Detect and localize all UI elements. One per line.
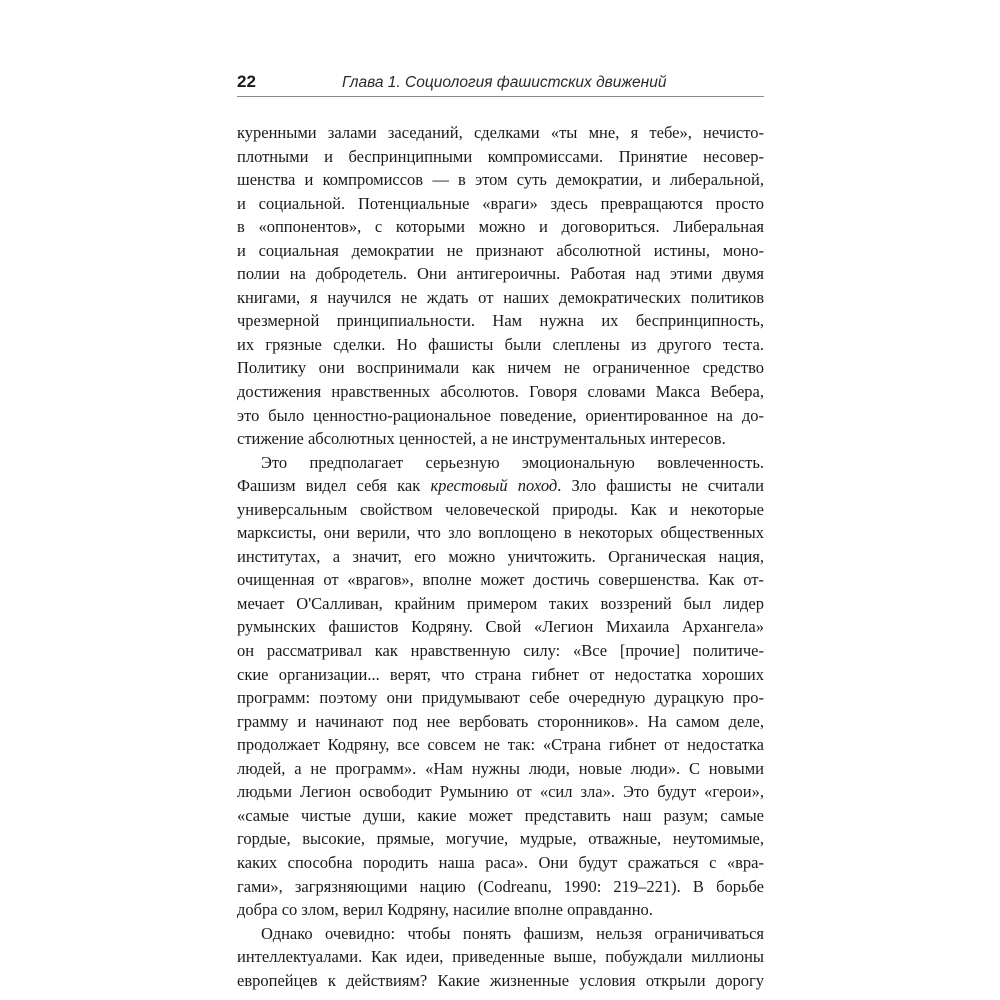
text-line: марксисты, они верили, что зло воплощено в некоторых общественных <box>237 523 764 543</box>
text-line: каких способна породить наша раса». Они будут сражаться с «вра- <box>237 852 764 872</box>
text-line: шенства и компромиссов — в этом суть демократии, и либеральной, <box>237 170 764 190</box>
text-line: и социальной. Потенциальные «враги» здесь превращаются просто <box>237 193 764 213</box>
text-line: людей, а не программ». «Нам нужны люди, новые люди». С новыми <box>237 758 764 778</box>
text-line: интеллектуалами. Как идеи, приведенные выше, побуждали миллионы <box>237 947 764 967</box>
text-line: грамму и начинают под нее вербовать сторонников». На самом деле, <box>237 711 764 731</box>
text-line: и социальная демократии не признают абсолютной истины, моно- <box>237 240 764 260</box>
text-line: «самые чистые души, какие может представить наш разум; самые <box>237 805 764 825</box>
text-line: очищенная от «врагов», вполне может достичь совершенства. Как от- <box>237 570 764 590</box>
text-line: книгами, я научился не ждать от наших демократических политиков <box>237 287 764 307</box>
text-line: Это предполагает серьезную эмоциональную вовлеченность. <box>261 452 764 472</box>
paragraph <box>237 121 764 451</box>
text-line: продолжает Кодряну, все совсем не так: «Страна гибнет от недостатка <box>237 735 764 755</box>
text-line: их грязные сделки. Но фашисты были слеплены из другого теста. <box>237 334 764 354</box>
italic-term: крестовый поход <box>430 476 558 496</box>
text-line: ские организации... верят, что страна гибнет от недостатка хороших <box>237 664 764 684</box>
text-line: Однако очевидно: чтобы понять фашизм, нельзя ограничиваться <box>261 923 764 943</box>
text-line: куренными залами заседаний, сделками «ты мне, я тебе», нечисто- <box>237 123 764 142</box>
page-number: 22 <box>237 72 256 91</box>
text-line: румынских фашистов Кодряну. Свой «Легион Михаила Архангела» <box>237 617 764 637</box>
text-span: Фашизм видел себя как <box>237 476 431 496</box>
paragraph <box>237 922 764 993</box>
body-text <box>237 121 764 992</box>
text-line: мечает О'Салливан, крайним примером таких воззрений был лидер <box>237 593 764 613</box>
text-line: универсальным свойством человеческой природы. Как и некоторые <box>237 499 764 519</box>
text-line: он рассматривал как нравственную силу: «Все [прочие] политиче- <box>237 641 764 661</box>
text-line: гами», загрязняющими нацию (Codreanu, 1990: 219–221). В борьбе <box>237 876 764 896</box>
page-header <box>237 72 764 97</box>
text-line: европейцев к действиям? Какие жизненные условия открыли дорогу <box>237 970 764 990</box>
text-line: достижения нравственных абсолютов. Говоря словами Макса Вебера, <box>237 382 764 402</box>
text-line: гордые, высокие, прямые, могучие, мудрые, отважные, неутомимые, <box>237 829 764 849</box>
text-line: программ: поэтому они придумывают себе очередную дурацкую про- <box>237 688 764 708</box>
text-line: добра со злом, верил Кодряну, насилие вполне оправданно. <box>237 900 653 920</box>
text-line: в «оппонентов», с которыми можно и договориться. Либеральная <box>237 217 764 237</box>
running-head: Глава 1. Социология фашистских движений <box>342 74 667 91</box>
text-line: институтах, а значит, его можно уничтожить. Органическая нация, <box>237 546 764 566</box>
text-line: полии на добродетель. Они антигероичны. Работая над этими двумя <box>237 264 764 284</box>
text-line: это было ценностно-рациональное поведение, ориентированное на до- <box>237 405 764 425</box>
text-line <box>237 474 764 498</box>
text-line: Политику они воспринимали как ничем не ограниченное средство <box>237 358 764 378</box>
paragraph <box>237 451 764 922</box>
text-line: стижение абсолютных ценностей, а не инструментальных интересов. <box>237 429 726 449</box>
text-span: . Зло фашисты не считали <box>557 476 764 496</box>
text-line: людьми Легион освободит Румынию от «сил зла». Это будут «герои», <box>237 782 764 802</box>
text-line: плотными и беспринципными компромиссами. Принятие несовер- <box>237 146 764 166</box>
text-line: чрезмерной принципиальности. Нам нужна их беспринципность, <box>237 311 764 331</box>
